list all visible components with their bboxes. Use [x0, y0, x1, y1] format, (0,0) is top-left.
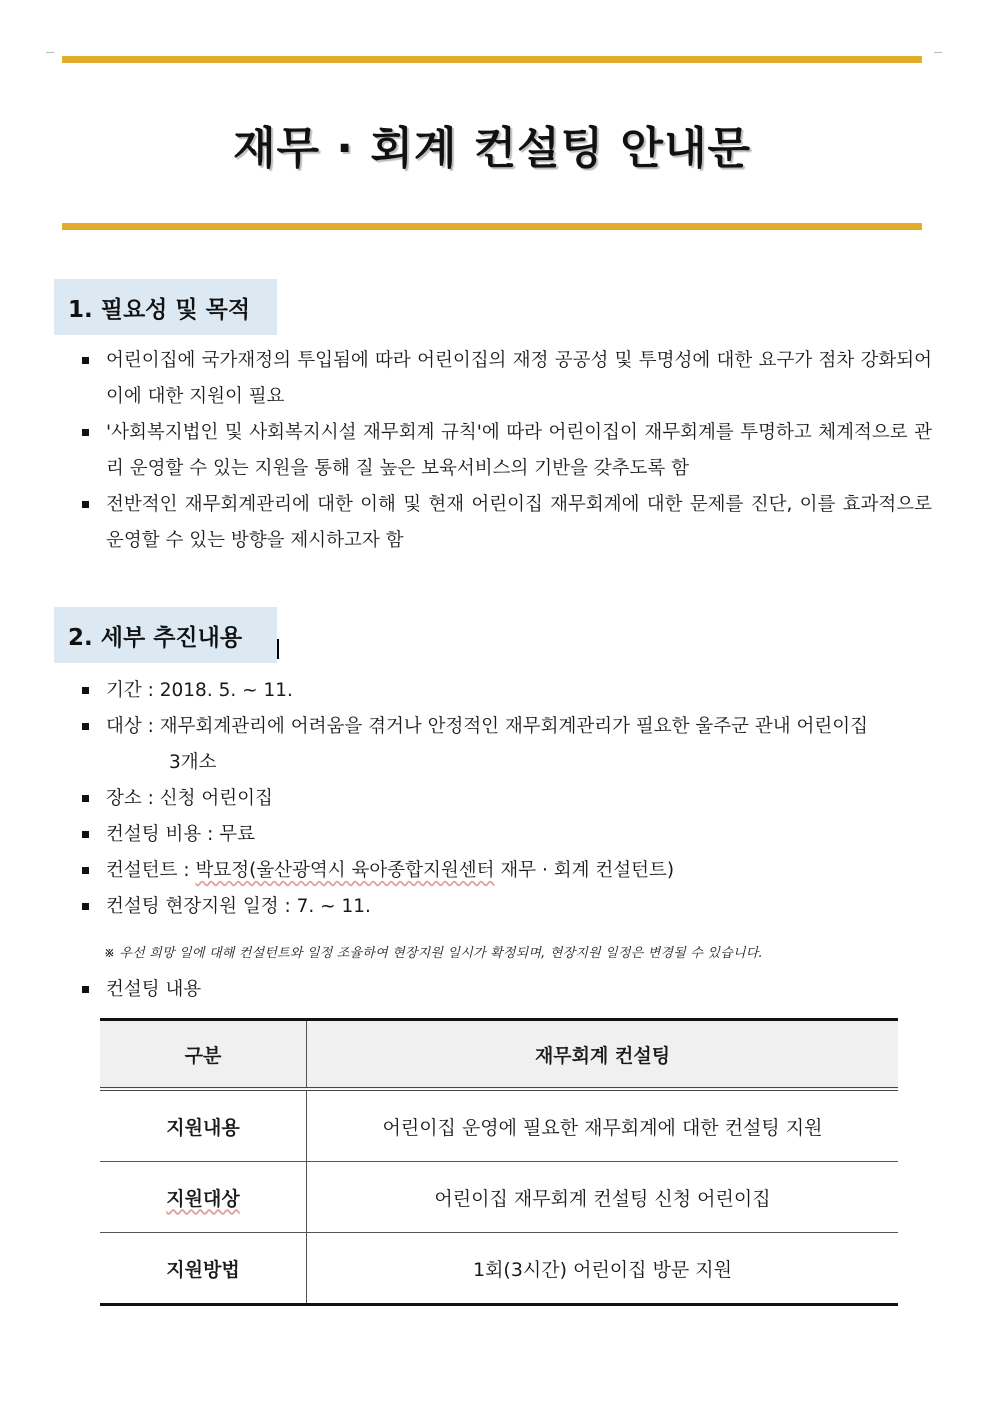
target-count: 3개소 — [169, 752, 217, 773]
title-bottom-rule — [62, 223, 922, 230]
table-header-row — [100, 1020, 898, 1090]
table-row-label: 지원내용 — [100, 1089, 307, 1162]
page-corner-mark — [934, 46, 942, 53]
table-row — [100, 1089, 898, 1162]
page-corner-mark — [46, 46, 54, 53]
details-item-place: 장소 : 신청 어린이집 — [80, 781, 932, 817]
table-row-label — [100, 1162, 307, 1233]
section-heading-details: 2. 세부 추진내용 — [54, 607, 277, 663]
section-heading-purpose: 1. 필요성 및 목적 — [54, 279, 277, 335]
details-item-content: 컨설팅 내용 — [80, 972, 932, 1008]
table-row — [100, 1162, 898, 1233]
details-list — [80, 673, 932, 925]
content-list — [80, 972, 932, 1008]
details-item-consultant — [80, 853, 932, 889]
document-title: 재무 · 회계 컨설팅 안내문 — [232, 123, 752, 174]
table-row-label-text: 지원대상 — [166, 1187, 240, 1210]
details-item-period: 기간 : 2018. 5. ~ 11. — [80, 673, 932, 709]
details-item-target — [80, 709, 932, 781]
schedule-note: ※ 우선 희망 일에 대해 컨설턴트와 일정 조율하여 현장지원 일시가 확정되며, 현장지원 일정은 변경될 수 있습니다. — [104, 946, 763, 961]
table-header-cell: 재무회계 컨설팅 — [307, 1020, 899, 1090]
purpose-item: 어린이집에 국가재정의 투입됨에 따라 어린이집의 재정 공공성 및 투명성에 대한 요구가 점차 강화되어 이에 대한 지원이 필요 — [80, 343, 932, 415]
purpose-item: '사회복지법인 및 사회복지시설 재무회계 규칙'에 따라 어린이집이 재무회계를 투명하고 체계적으로 관리 운영할 수 있는 지원을 통해 질 높은 보육서비스의 기반을 갖추도록 함 — [80, 415, 932, 487]
table-cell: 어린이집 운영에 필요한 재무회계에 대한 컨설팅 지원 — [307, 1089, 899, 1162]
consultant-name: 박묘정(울산광역시 육아종합지원센터 — [195, 860, 495, 881]
target-text: 대상 : 재무회계관리에 어려움을 겪거나 안정적인 재무회계관리가 필요한 울주군 관내 어린이집 — [106, 716, 869, 737]
consultant-label: 컨설턴트 : — [106, 860, 196, 881]
purpose-list — [80, 343, 932, 559]
consultant-role: 재무 · 회계 컨설턴트) — [494, 860, 675, 881]
table-header-cell: 구분 — [100, 1020, 307, 1090]
table-row-label: 지원방법 — [100, 1233, 307, 1305]
details-item-schedule: 컨설팅 현장지원 일정 : 7. ~ 11. — [80, 889, 932, 925]
consulting-table — [100, 1018, 898, 1306]
table-row — [100, 1233, 898, 1305]
details-item-cost: 컨설팅 비용 : 무료 — [80, 817, 932, 853]
text-cursor — [277, 639, 279, 659]
purpose-item: 전반적인 재무회계관리에 대한 이해 및 현재 어린이집 재무회계에 대한 문제를 진단, 이를 효과적으로 운영할 수 있는 방향을 제시하고자 함 — [80, 487, 932, 559]
table-cell: 1회(3시간) 어린이집 방문 지원 — [307, 1233, 899, 1305]
table-cell: 어린이집 재무회계 컨설팅 신청 어린이집 — [307, 1162, 899, 1233]
title-top-rule — [62, 56, 922, 63]
